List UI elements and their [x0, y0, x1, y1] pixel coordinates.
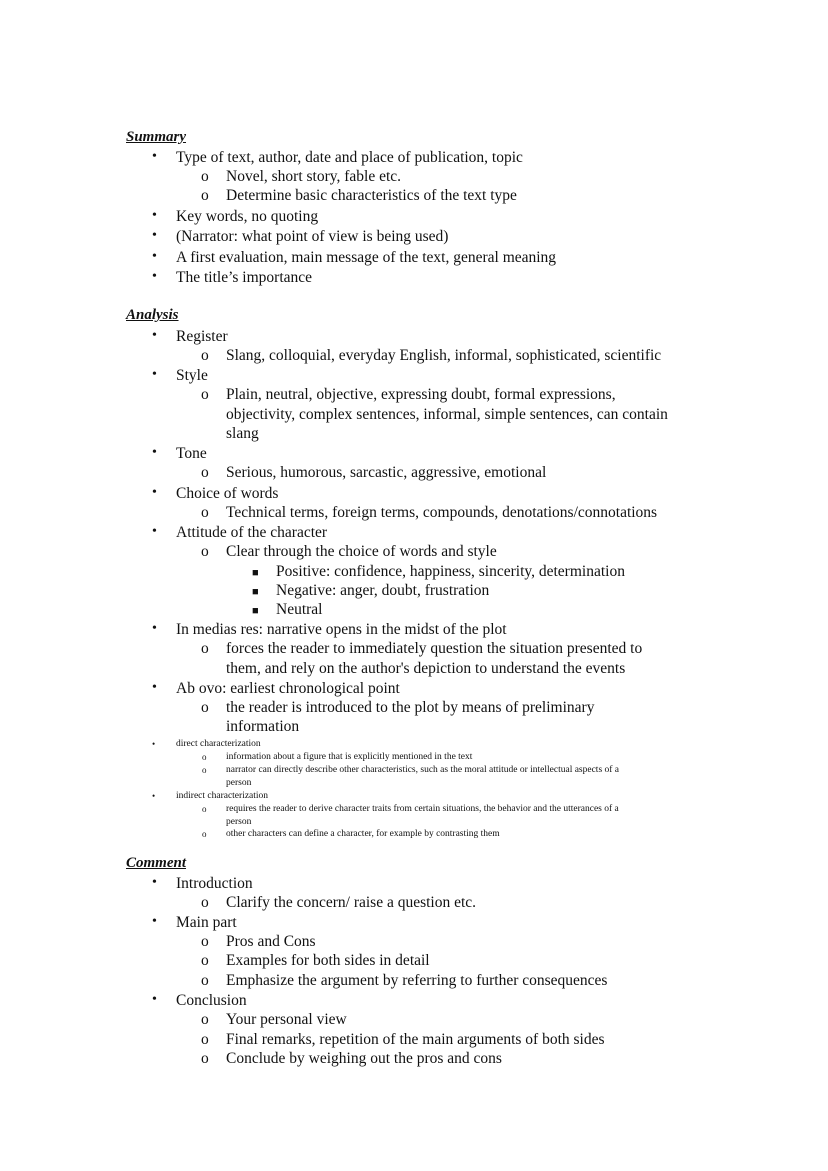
circle-bullet-icon: o: [201, 187, 209, 204]
list-item-text: Ab ovo: earliest chronological point: [176, 680, 400, 697]
list-item-text: Conclude by weighing out the pros and cons: [226, 1050, 502, 1067]
list-item: [152, 269, 313, 287]
list-item: [152, 791, 269, 801]
list-item: [201, 187, 517, 205]
list-item: [201, 504, 658, 522]
list-item: [152, 208, 319, 226]
circle-bullet-icon: o: [201, 543, 209, 560]
circle-bullet-icon: o: [201, 1011, 209, 1028]
list-item: [201, 972, 608, 990]
list-item-text: forces the reader to immediately question the situation presented to: [226, 640, 643, 657]
list-item-text: indirect characterization: [176, 791, 269, 801]
list-item-text: Clear through the choice of words and style: [226, 543, 497, 560]
list-item-continuation: them, and rely on the author's depiction to understand the events: [226, 660, 626, 677]
list-item: [202, 804, 619, 814]
bullet-icon: •: [152, 680, 157, 695]
list-item-text: Negative: anger, doubt, frustration: [276, 582, 490, 599]
list-item: [152, 485, 279, 503]
square-bullet-icon: ■: [252, 605, 259, 617]
list-item-text: In medias res: narrative opens in the midst of the plot: [176, 621, 507, 638]
bullet-icon: •: [152, 875, 157, 890]
list-item: [152, 739, 261, 749]
bullet-icon: •: [152, 445, 157, 460]
list-item: [202, 829, 500, 839]
list-item: [201, 699, 595, 717]
list-item-text: Novel, short story, fable etc.: [226, 168, 402, 185]
bullet-icon: •: [152, 791, 156, 801]
list-item-text: A first evaluation, main message of the text, general meaning: [176, 249, 557, 266]
list-item-text: Your personal view: [226, 1011, 347, 1028]
list-item-text: direct characterization: [176, 739, 261, 749]
list-item: [202, 752, 473, 762]
list-item-text: Type of text, author, date and place of publication, topic: [176, 149, 523, 166]
circle-bullet-icon: o: [201, 699, 209, 716]
list-item: [152, 680, 400, 698]
list-item-text: Tone: [176, 445, 207, 462]
list-item-text: Technical terms, foreign terms, compounds, denotations/connotations: [226, 504, 658, 521]
list-item-text: Neutral: [276, 601, 323, 618]
list-item-continuation: person: [226, 817, 252, 827]
list-item-text: Choice of words: [176, 485, 279, 502]
list-item-continuation: information: [226, 718, 300, 735]
comment-heading: Comment: [126, 855, 187, 871]
bullet-icon: •: [152, 914, 157, 929]
bullet-icon: •: [152, 208, 157, 223]
circle-bullet-icon: o: [202, 829, 207, 839]
circle-bullet-icon: o: [201, 464, 209, 481]
list-item-text: Slang, colloquial, everyday English, informal, sophisticated, scientific: [226, 347, 662, 364]
circle-bullet-icon: o: [201, 504, 209, 521]
bullet-icon: •: [152, 149, 157, 164]
bullet-icon: •: [152, 739, 156, 749]
bullet-icon: •: [152, 485, 157, 500]
bullet-icon: •: [152, 992, 157, 1007]
bullet-icon: •: [152, 228, 157, 243]
summary-heading: Summary: [126, 129, 187, 145]
list-item-text: requires the reader to derive character traits from certain situations, the behavior and the utterances of a: [226, 804, 619, 814]
list-item: [152, 621, 507, 639]
square-bullet-icon: ■: [252, 567, 259, 579]
bullet-icon: •: [152, 249, 157, 264]
list-item: [201, 464, 547, 482]
bullet-icon: •: [152, 367, 157, 382]
list-item-text: Positive: confidence, happiness, sincerity, determination: [276, 563, 625, 580]
circle-bullet-icon: o: [201, 347, 209, 364]
list-item-text: Clarify the concern/ raise a question etc.: [226, 894, 477, 911]
list-item: [201, 952, 430, 970]
list-item-text: Final remarks, repetition of the main arguments of both sides: [226, 1031, 605, 1048]
circle-bullet-icon: o: [201, 386, 209, 403]
list-item-text: Register: [176, 328, 228, 345]
list-item-text: Serious, humorous, sarcastic, aggressive, emotional: [226, 464, 547, 481]
list-item-text: Plain, neutral, objective, expressing doubt, formal expressions,: [226, 386, 616, 403]
list-item: [252, 601, 323, 619]
list-item-text: Attitude of the character: [176, 524, 328, 541]
list-item-text: Style: [176, 367, 208, 384]
list-item: [201, 168, 402, 186]
circle-bullet-icon: o: [202, 765, 207, 775]
circle-bullet-icon: o: [201, 640, 209, 657]
circle-bullet-icon: o: [201, 952, 209, 969]
list-item: [252, 563, 625, 581]
list-item-continuation: person: [226, 778, 252, 788]
bullet-icon: •: [152, 621, 157, 636]
list-item-text: Main part: [176, 914, 237, 931]
list-item: [152, 367, 208, 385]
list-item-text: Determine basic characteristics of the text type: [226, 187, 517, 204]
list-item-text: the reader is introduced to the plot by means of preliminary: [226, 699, 595, 716]
list-item-text: other characters can define a character, for example by contrasting them: [226, 829, 500, 839]
bullet-icon: •: [152, 269, 157, 284]
circle-bullet-icon: o: [201, 894, 209, 911]
list-item: [152, 328, 228, 346]
list-item: [152, 149, 523, 167]
list-item: [201, 894, 477, 912]
list-item-text: narrator can directly describe other characteristics, such as the moral attitude or intellectual aspects of a: [226, 765, 620, 775]
list-item-text: Pros and Cons: [226, 933, 316, 950]
list-item: [201, 386, 616, 404]
circle-bullet-icon: o: [201, 168, 209, 185]
list-item: [252, 582, 490, 600]
circle-bullet-icon: o: [202, 804, 207, 814]
list-item: [152, 914, 237, 932]
list-item: [152, 445, 207, 463]
list-item-text: The title’s importance: [176, 269, 313, 286]
list-item-text: Emphasize the argument by referring to further consequences: [226, 972, 608, 989]
list-item-text: information about a figure that is explicitly mentioned in the text: [226, 752, 473, 762]
circle-bullet-icon: o: [202, 752, 207, 762]
list-item: [201, 543, 497, 561]
list-item-continuation: objectivity, complex sentences, informal, simple sentences, can contain: [226, 406, 668, 423]
list-item: [201, 1031, 605, 1049]
list-item: [201, 933, 316, 951]
list-item: [201, 1011, 347, 1029]
list-item-text: Key words, no quoting: [176, 208, 319, 225]
analysis-heading: Analysis: [126, 307, 179, 323]
list-item: [152, 875, 253, 893]
list-item: [152, 249, 557, 267]
list-item: [152, 524, 328, 542]
bullet-icon: •: [152, 328, 157, 343]
square-bullet-icon: ■: [252, 586, 259, 598]
circle-bullet-icon: o: [201, 1050, 209, 1067]
list-item-text: Examples for both sides in detail: [226, 952, 430, 969]
circle-bullet-icon: o: [201, 1031, 209, 1048]
list-item-text: Conclusion: [176, 992, 247, 1009]
list-item: [202, 765, 620, 775]
list-item: [201, 640, 643, 658]
bullet-icon: •: [152, 524, 157, 539]
list-item: [201, 1050, 502, 1068]
circle-bullet-icon: o: [201, 972, 209, 989]
list-item: [152, 992, 247, 1010]
list-item-continuation: slang: [226, 425, 259, 442]
list-item-text: Introduction: [176, 875, 253, 892]
list-item-text: (Narrator: what point of view is being used): [176, 228, 449, 245]
list-item: [201, 347, 662, 365]
list-item: [152, 228, 449, 246]
circle-bullet-icon: o: [201, 933, 209, 950]
